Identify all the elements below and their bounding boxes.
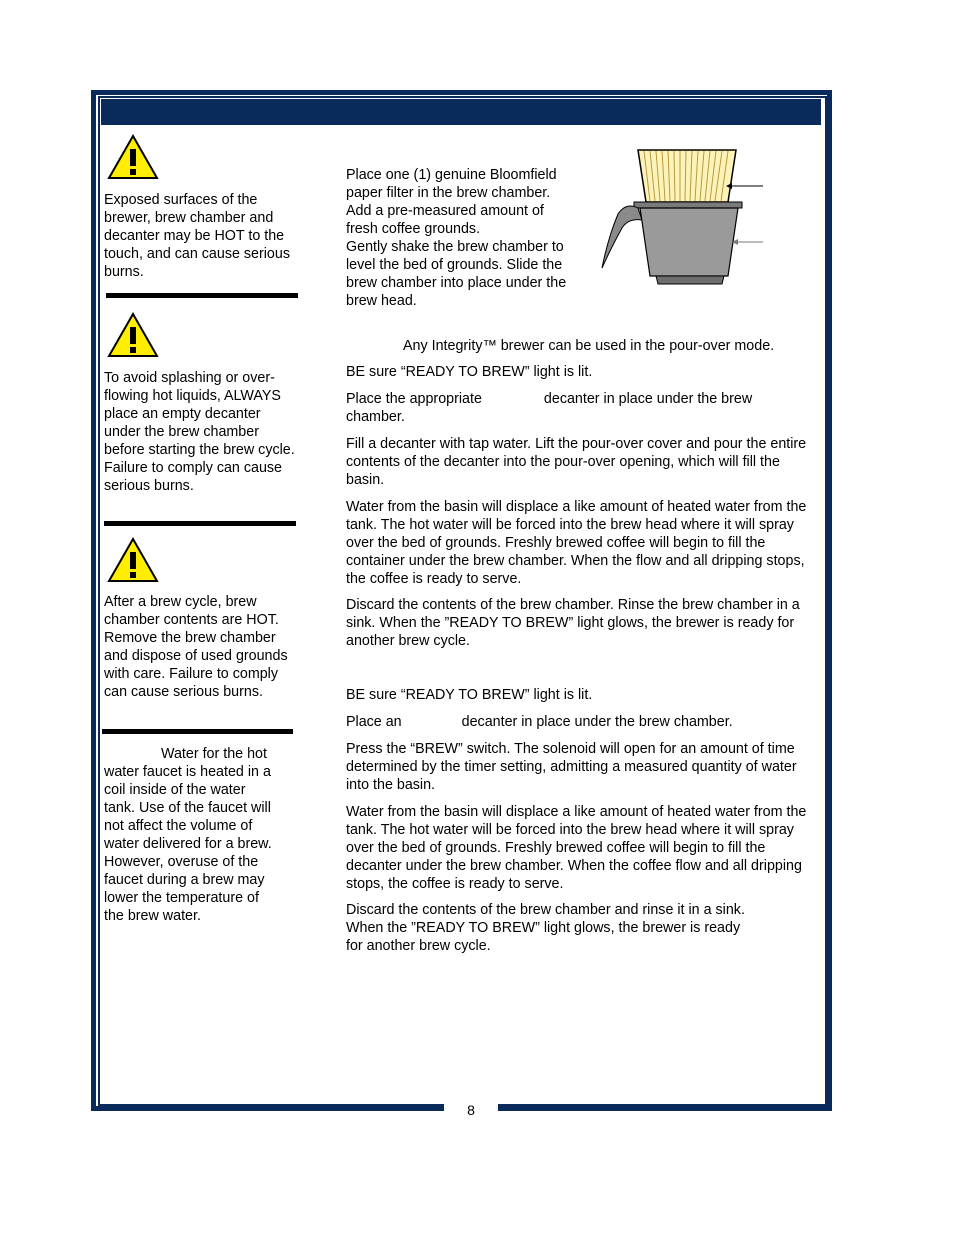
brew-step-3: Press the “BREW” switch. The solenoid will open for an amount of time determined by the timer setting, admitting a measured quantity of water into the basin. (346, 741, 797, 793)
pourover-step-2-cont: chamber. (346, 409, 405, 425)
brew-step-5-line: Discard the contents of the brew chamber and rinse it in a sink. (346, 902, 745, 918)
divider (104, 521, 296, 526)
divider (102, 729, 293, 734)
page-number: 8 (467, 1102, 475, 1118)
prep-line: level the bed of grounds. Slide the (346, 257, 563, 273)
header-bar (101, 99, 821, 125)
brew-step-5-line: for another brew cycle. (346, 938, 491, 954)
note-line: water delivered for a brew. (104, 836, 272, 852)
note-hot-water-faucet (104, 745, 304, 925)
prep-line: Add a pre-measured amount of (346, 203, 544, 219)
brew-step-5-line: When the ”READY TO BREW” light glows, the brewer is ready (346, 920, 741, 936)
warning-icon (107, 134, 159, 180)
pourover-step-4: Water from the basin will displace a like amount of heated water from the tank. The hot water will be forced into the brew head where it will spray over the bed of grounds. Freshly brewed coffee will begin to fill the container under the brew chamber. When the flow and all dripping stops, the coffee is ready to serve. (346, 499, 807, 587)
prep-line: brew head. (346, 293, 417, 309)
warning-icon (107, 312, 159, 358)
brew-step-2-end: decanter in place under the brew chamber. (461, 714, 733, 730)
divider (106, 293, 298, 298)
warning-icon (107, 537, 159, 583)
pourover-step-2-start: Place the appropriate (346, 391, 482, 407)
prep-instructions (346, 166, 596, 310)
pourover-step-2 (346, 390, 816, 426)
brew-chamber-illustration (598, 146, 770, 292)
pourover-step-3: Fill a decanter with tap water. Lift the pour-over cover and pour the entire contents of the decanter into the pour-over opening, which will fill the basin. (346, 436, 807, 488)
note-line: water faucet is heated in a (104, 764, 271, 780)
brew-step-5 (346, 901, 816, 955)
brew-step-2-start: Place an (346, 714, 402, 730)
pourover-intro: Any Integrity™ brewer can be used in the pour-over mode. (403, 338, 775, 354)
note-line: faucet during a brew may (104, 872, 265, 888)
prep-line: Place one (1) genuine Bloomfield (346, 167, 557, 183)
note-line: However, overuse of the (104, 854, 259, 870)
warning-text-hot-surfaces: Exposed surfaces of the brewer, brew chamber and decanter may be HOT to the touch, and can cause serious burns. (104, 192, 290, 280)
note-line: tank. Use of the faucet will (104, 800, 271, 816)
prep-line: Gently shake the brew chamber to (346, 239, 564, 255)
note-line: Water for the hot (161, 746, 267, 762)
pourover-step-1: BE sure “READY TO BREW” light is lit. (346, 364, 593, 380)
note-line: not affect the volume of (104, 818, 253, 834)
note-line: the brew water. (104, 908, 201, 924)
pourover-step-2-end: decanter in place under the brew (543, 391, 753, 407)
prep-line: brew chamber into place under the (346, 275, 567, 291)
note-line: coil inside of the water (104, 782, 246, 798)
pourover-step-5: Discard the contents of the brew chamber. Rinse the brew chamber in a sink. When the ”READY TO BREW” light glows, the brewer is ready for another brew cycle. (346, 597, 800, 649)
brew-step-1: BE sure “READY TO BREW” light is lit. (346, 687, 593, 703)
warning-text-brew-chamber-hot: After a brew cycle, brew chamber contents are HOT. Remove the brew chamber and dispose of used grounds with care. Failure to comply can cause serious burns. (104, 594, 288, 700)
warning-text-splashing: To avoid splashing or over-flowing hot liquids, ALWAYS place an empty decanter under the brew chamber before starting the brew cycle. Failure to comply can cause serious burns. (104, 370, 295, 494)
brew-step-4: Water from the basin will displace a like amount of heated water from the tank. The hot water will be forced into the brew head where it will spray over the bed of grounds. Freshly brewed coffee will begin to fill the decanter under the brew chamber. When the coffee flow and all dripping stops, the coffee is ready to serve. (346, 804, 807, 892)
note-line: lower the temperature of (104, 890, 259, 906)
prep-line: fresh coffee grounds. (346, 221, 481, 237)
brew-step-2 (346, 713, 816, 731)
prep-line: paper filter in the brew chamber. (346, 185, 551, 201)
